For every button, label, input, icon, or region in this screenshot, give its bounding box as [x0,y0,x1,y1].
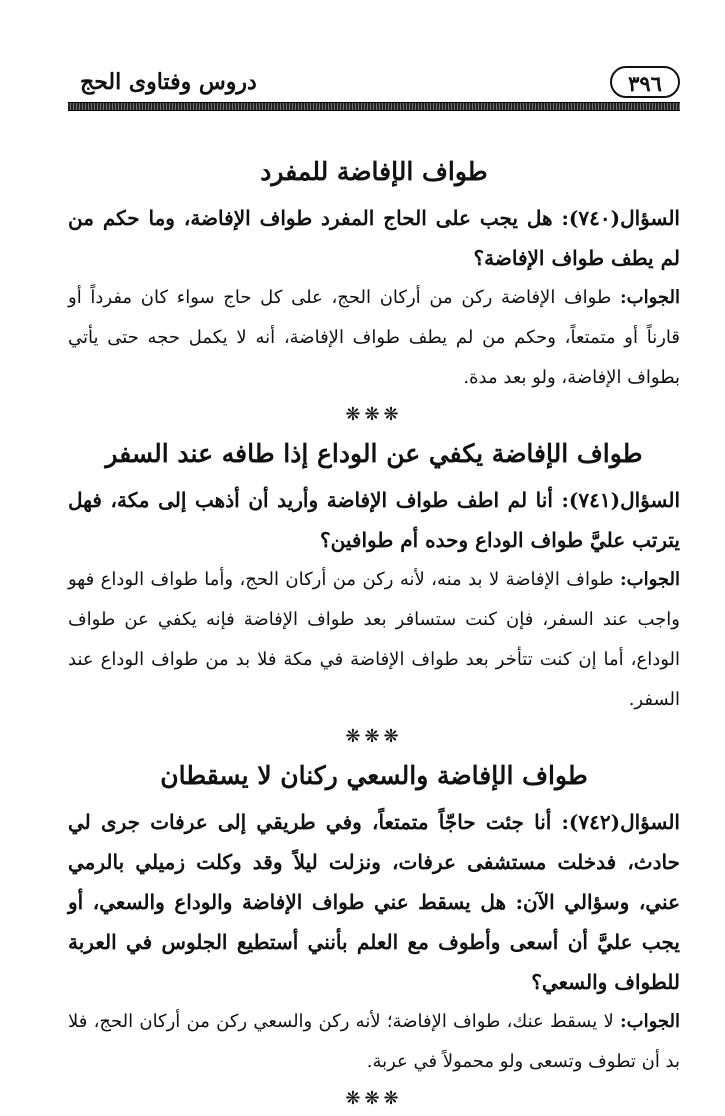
question-label: السؤال(٧٤١): [561,488,680,512]
answer-label: الجواب: [620,287,680,308]
fatwa-section [68,150,680,432]
header-rule [68,102,680,111]
question-label: السؤال(٧٤٢): [561,810,680,834]
page-number: ٣٩٦ [610,66,680,98]
answer-paragraph [68,560,680,720]
section-title: طواف الإفاضة يكفي عن الوداع إذا طافه عند السفر [105,439,643,468]
section-separator: ❋❋❋ [345,1088,403,1109]
section-separator: ❋❋❋ [345,726,403,747]
book-title: دروس وفتاوى الحج [80,69,257,95]
question-paragraph [68,198,680,278]
answer-paragraph [68,278,680,398]
answer-label: الجواب: [619,1011,680,1032]
question-text: هل يجب على الحاج المفرد طواف الإفاضة، وما حكم من لم يطف طواف الإفاضة؟ [68,206,680,270]
fatwa-section [68,754,680,1116]
answer-paragraph [68,1002,680,1082]
page-header [68,60,680,110]
fatwa-section [68,432,680,754]
answer-text: طواف الإفاضة لا بد منه، لأنه ركن من أركان الحج، وأما طواف الوداع فهو واجب عند السفر، فإن كنت ستسافر بعد طواف الإفاضة فإنه يكفي عن طواف الوداع، أما إن كنت تتأخر بعد طواف الإفاضة في مكة فلا بد من طواف الوداع عند السفر. [68,569,680,710]
question-paragraph [68,802,680,1002]
answer-text: طواف الإفاضة ركن من أركان الحج، على كل حاج سواء كان مفرداً أو قارناً أو متمتعاً، وحكم من لم يطف طواف الإفاضة، أنه لا يكمل حجه حتى يأتي بطواف الإفاضة، ولو بعد مدة. [68,287,680,388]
section-title: طواف الإفاضة والسعي ركنان لا يسقطان [160,761,588,790]
page-content [68,150,680,1116]
section-separator: ❋❋❋ [345,404,403,425]
answer-text: لا يسقط عنك، طواف الإفاضة؛ لأنه ركن والسعي ركن من أركان الحج، فلا بد أن تطوف وتسعى ولو محمولاً في عربة. [68,1011,680,1072]
question-paragraph [68,480,680,560]
section-title: طواف الإفاضة للمفرد [260,157,488,186]
question-text: أنا جئت حاجّاً متمتعاً، وفي طريقي إلى عرفات جرى لي حادث، فدخلت مستشفى عرفات، ونزلت ليلاً وقد وكلت زميلي بالرمي عني، وسؤالي الآن: هل يسقط عني طواف الإفاضة والوداع والسعي، أو يجب عليَّ أن أسعى وأطوف مع العلم بأنني أستطيع الجلوس في العربة للطواف والسعي؟ [68,810,681,994]
question-text: أنا لم اطف طواف الإفاضة وأريد أن أذهب إلى مكة، فهل يترتب عليَّ طواف الوداع وحده أم طوافين؟ [68,488,680,552]
answer-label: الجواب: [620,569,680,590]
question-label: السؤال(٧٤٠): [561,206,680,230]
